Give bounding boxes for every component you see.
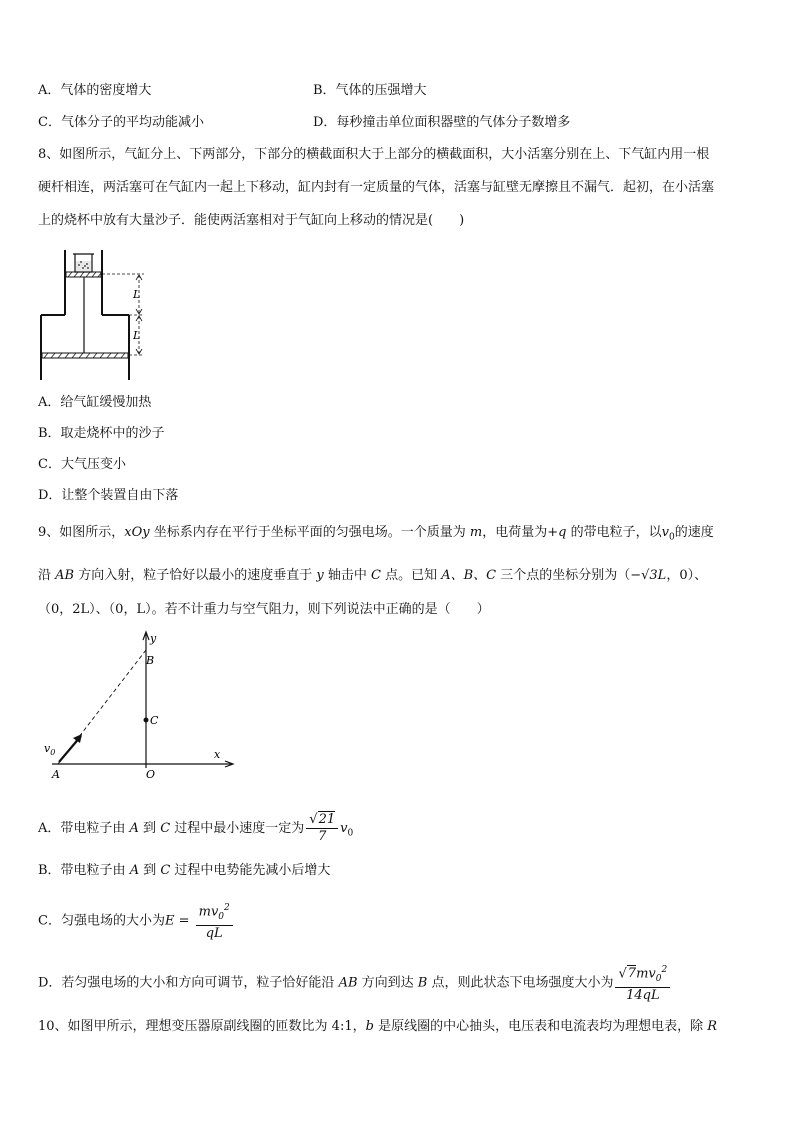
q7-option-a: A．气体的密度增大: [38, 83, 152, 98]
q10-stem-line1: 10、如图甲所示，理想变压器原副线圈的匝数比为 4:1，b 是原线圈的中心抽头，电压表和电流表均为理想电表，除 R: [38, 1019, 717, 1034]
q9-label-y: y: [150, 632, 157, 645]
q9-label-x: x: [214, 748, 221, 761]
q8-stem-line1: 8、如图所示，气缸分上、下两部分，下部分的横截面积大于上部分的横截面积，大小活塞分别在上、下气缸内用一根: [38, 147, 710, 162]
q9-option-c: C．匀强电场的大小为E = $\frac{mv_0^2}{qL}$: [38, 900, 235, 942]
q8-option-d: D．让整个装置自由下落: [38, 488, 179, 503]
q9-label-v0: $v_0$: [44, 742, 56, 757]
q8-option-b: B．取走烧杯中的沙子: [38, 426, 165, 441]
q9-label-c: C: [150, 714, 159, 727]
q8-label-l-upper: L: [133, 288, 141, 301]
q8-label-l-lower: L: [133, 329, 141, 342]
q9-stem-line2: 沿 AB 方向入射，粒子恰好以最小的速度垂直于 y 轴击中 C 点。已知 A、B、C 三个点的坐标分别为（−√3L，0）、: [38, 568, 708, 583]
q9-option-b: B．带电粒子由 A 到 C 过程中电势能先减小后增大: [38, 863, 331, 878]
q7-option-b: B．气体的压强增大: [313, 83, 427, 98]
q8-option-c: C．大气压变小: [38, 457, 126, 472]
q8-cylinder-figure: [36, 246, 156, 384]
q8-option-a: A．给气缸缓慢加热: [38, 395, 152, 410]
q8-stem-line3: 上的烧杯中放有大量沙子．能使两活塞相对于气缸向上移动的情况是( ): [38, 213, 465, 228]
q9-stem-line1: 9、如图所示，xOy 坐标系内存在平行于坐标平面的匀强电场。一个质量为 m，电荷量为+q 的带电粒子，以$v_0$的速度: [38, 525, 714, 543]
q9-label-o: O: [146, 768, 156, 781]
q9-label-b: B: [146, 654, 155, 667]
q8-stem-line2: 硬杆相连，两活塞可在气缸内一起上下移动，缸内封有一定质量的气体，活塞与缸壁无摩擦且不漏气．起初，在小活塞: [38, 180, 715, 195]
q9-option-a: A．带电粒子由 A 到 C 过程中最小速度一定为 $\frac{√21}{7}$ $v_0$: [38, 812, 354, 844]
q9-option-d: D．若匀强电场的大小和方向可调节，粒子恰好能沿 AB 方向到达 B 点，则此状态下电场强度大小为 $\frac{√7mv_0^2}{14qL}$: [38, 962, 672, 1004]
q9-stem-line3: （0，2L）、（0，L）。若不计重力与空气阻力，则下列说法中正确的是（ ）: [38, 602, 490, 617]
q7-option-d: D．每秒撞击单位面积器壁的气体分子数增多: [313, 115, 571, 130]
q9-label-a: A: [52, 768, 60, 781]
q9-coordinate-figure: [38, 628, 242, 784]
q7-option-c: C．气体分子的平均动能减小: [38, 115, 204, 130]
